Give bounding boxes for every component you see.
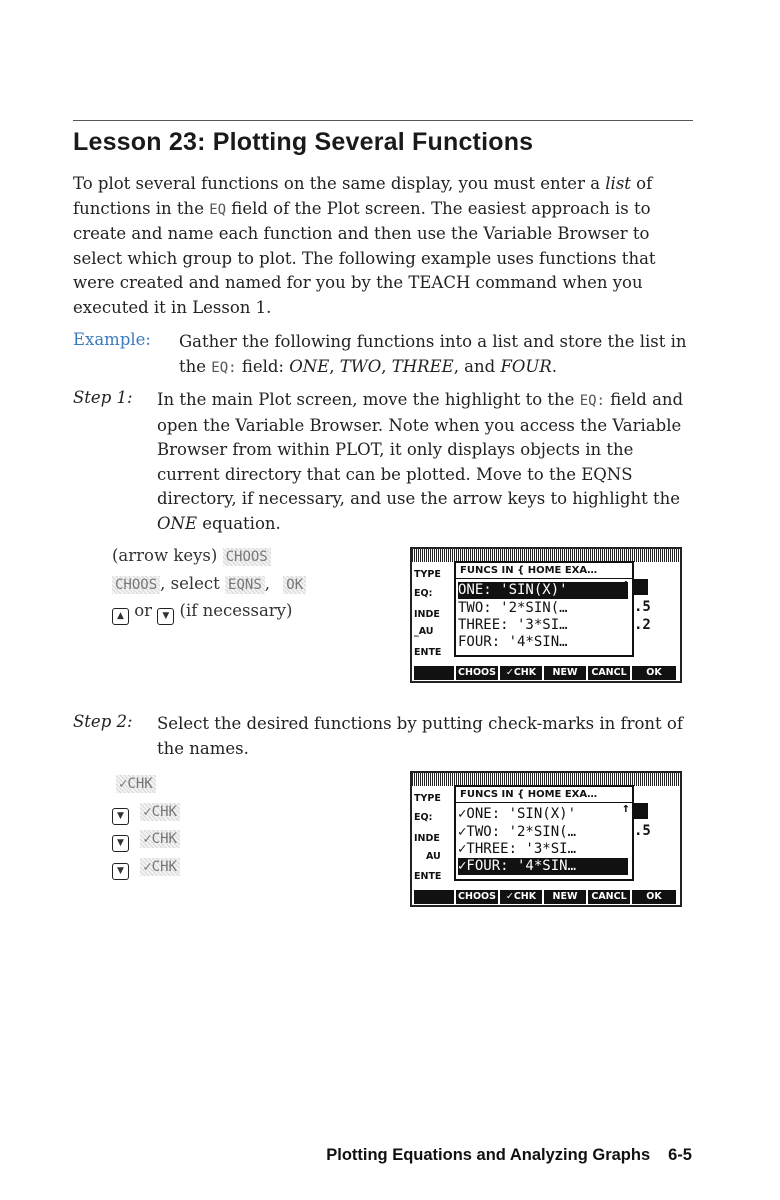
cursor-block [634,803,648,819]
example-text [179,330,699,380]
chk-softkey: ✓CHK [140,858,180,876]
chk-softkey: ✓CHK [140,830,180,848]
func-four: FOUR [500,356,552,376]
step1-text-3: equation. [197,513,281,533]
eq-field-ref: EQ: [579,393,605,409]
down-arrow-key-icon: ▼ [112,808,129,825]
browser-header: FUNCS IN { HOME EXA… [460,789,598,800]
screen-side-label: AU [426,851,441,862]
if-necessary-text: (if necessary) [174,601,293,620]
keystroke-line-4 [112,853,180,881]
sep: , [329,356,340,376]
comma: , [264,573,271,593]
down-arrow-key-icon: ▼ [112,835,129,852]
example-text-2: field: [236,356,290,376]
step1-text-2: field and open the Variable Browser. Note when you access the Variable Browser from within PLOT, it only displays objects in the current directory that can be plotted. Move to the EQNS directory, if necessary, and use the arrow keys to highlight the [157,390,684,508]
variable-browser-box [454,785,634,881]
menu-ok: OK [632,890,676,904]
screen-side-label: ENTE [414,871,442,882]
step1-text-1: In the main Plot screen, move the highlight to the [157,390,580,409]
page-footer [326,1146,692,1165]
variable-browser-box [454,561,634,657]
func-one: ONE [289,356,330,376]
browser-row: ✓THREE: '3*SI… [458,841,577,857]
step1-keystrokes [112,543,306,625]
menu-cancl: CANCL [588,890,630,904]
softkey-menu [412,665,680,681]
screen-side-label: INDE [414,609,440,620]
softkey-menu [412,889,680,905]
screen-side-label: INDE [414,833,440,844]
intro-paragraph [73,172,693,320]
step2-text: Select the desired functions by putting check-marks in front of the names. [157,714,683,758]
choos-softkey: CHOOS [223,548,271,566]
arrow-keys-text: (arrow keys) [112,546,218,565]
intro-text-1: To plot several functions on the same display, you must enter a [73,174,606,193]
step1-text [157,388,697,536]
top-rule [73,120,693,121]
screen-side-label: TYPE [414,569,441,580]
browser-row-selected: ✓FOUR: '4*SIN… [458,858,628,875]
menu-choos: CHOOS [456,666,498,680]
func-three: THREE [391,356,454,376]
footer-section-title: Plotting Equations and Analyzing Graphs [326,1146,651,1164]
screen-side-label: EQ: [414,588,433,599]
cursor-block [634,579,648,595]
eqns-softkey: EQNS [225,576,265,594]
sep: , [381,356,392,376]
func-one: ONE [157,513,198,533]
ok-softkey: OK [283,576,306,594]
menu-blank [414,890,454,904]
or-text: or [129,601,158,620]
browser-row-selected: ONE: 'SIN(X)' [458,582,628,599]
eq-field-ref: EQ [209,201,227,218]
divider [456,578,632,579]
intro-text-2: of functions in the [73,174,653,218]
period: . [551,356,558,376]
menu-chk: ✓CHK [500,890,542,904]
select-text: , select [160,573,226,593]
list-word: list [605,174,631,193]
calculator-screen-1 [410,547,682,683]
example-text-1: Gather the following functions into a list and store the list in the [179,332,687,376]
choos-softkey: CHOOS [112,576,160,594]
value-fragment: .5 [634,823,651,839]
func-two: TWO [339,356,382,376]
browser-row: ✓ONE: 'SIN(X)' [458,806,577,822]
menu-chk: ✓CHK [500,666,542,680]
menu-ok: OK [632,666,676,680]
keystroke-line-1 [112,770,180,798]
up-arrow-key-icon: ▲ [112,608,129,625]
browser-row: TWO: '2*SIN(… [458,600,568,616]
browser-header: FUNCS IN { HOME EXA… [460,565,598,576]
screen-side-label: TYPE [414,793,441,804]
screen-side-label: EQ: [414,812,433,823]
scroll-up-arrow-icon: ↑ [622,577,630,592]
value-fragment: .5 [634,599,651,615]
intro-text-3: field of the Plot screen. The easiest approach is to create and name each function and then use the Variable Browser to select which group to plot. The following example uses functions that were created and named for you by the TEACH command when you executed it in Lesson 1. [73,198,656,317]
keystroke-line-3 [112,598,306,625]
step2-label: Step 2: [73,712,133,731]
menu-choos: CHOOS [456,890,498,904]
down-arrow-key-icon: ▼ [157,608,174,625]
keystroke-line-2 [112,571,306,599]
calculator-screen-2 [410,771,682,907]
keystroke-line-3 [112,825,180,853]
chk-softkey: ✓CHK [140,803,180,821]
eq-field-ref: EQ: [211,359,237,376]
menu-new: NEW [544,666,586,680]
step2-keystrokes [112,770,180,880]
lesson-title: Lesson 23: Plotting Several Functions [73,128,534,156]
sep: , and [453,356,501,376]
divider [456,802,632,803]
scroll-up-arrow-icon: ↑ [622,801,630,816]
keystroke-line-1 [112,543,306,571]
browser-row: ✓TWO: '2*SIN(… [458,824,577,840]
browser-row: FOUR: '4*SIN… [458,634,568,650]
browser-row: THREE: '3*SI… [458,617,568,633]
value-fragment: .2 [634,617,651,633]
page-number: 6-5 [668,1146,692,1164]
menu-cancl: CANCL [588,666,630,680]
down-arrow-key-icon: ▼ [112,863,129,880]
screen-side-label: ENTE [414,647,442,658]
menu-new: NEW [544,890,586,904]
menu-blank [414,666,454,680]
keystroke-line-2 [112,798,180,826]
example-label: Example: [73,330,151,349]
screen-side-label: _AU [414,626,434,637]
chk-softkey: ✓CHK [116,775,156,793]
step1-label: Step 1: [73,388,133,407]
